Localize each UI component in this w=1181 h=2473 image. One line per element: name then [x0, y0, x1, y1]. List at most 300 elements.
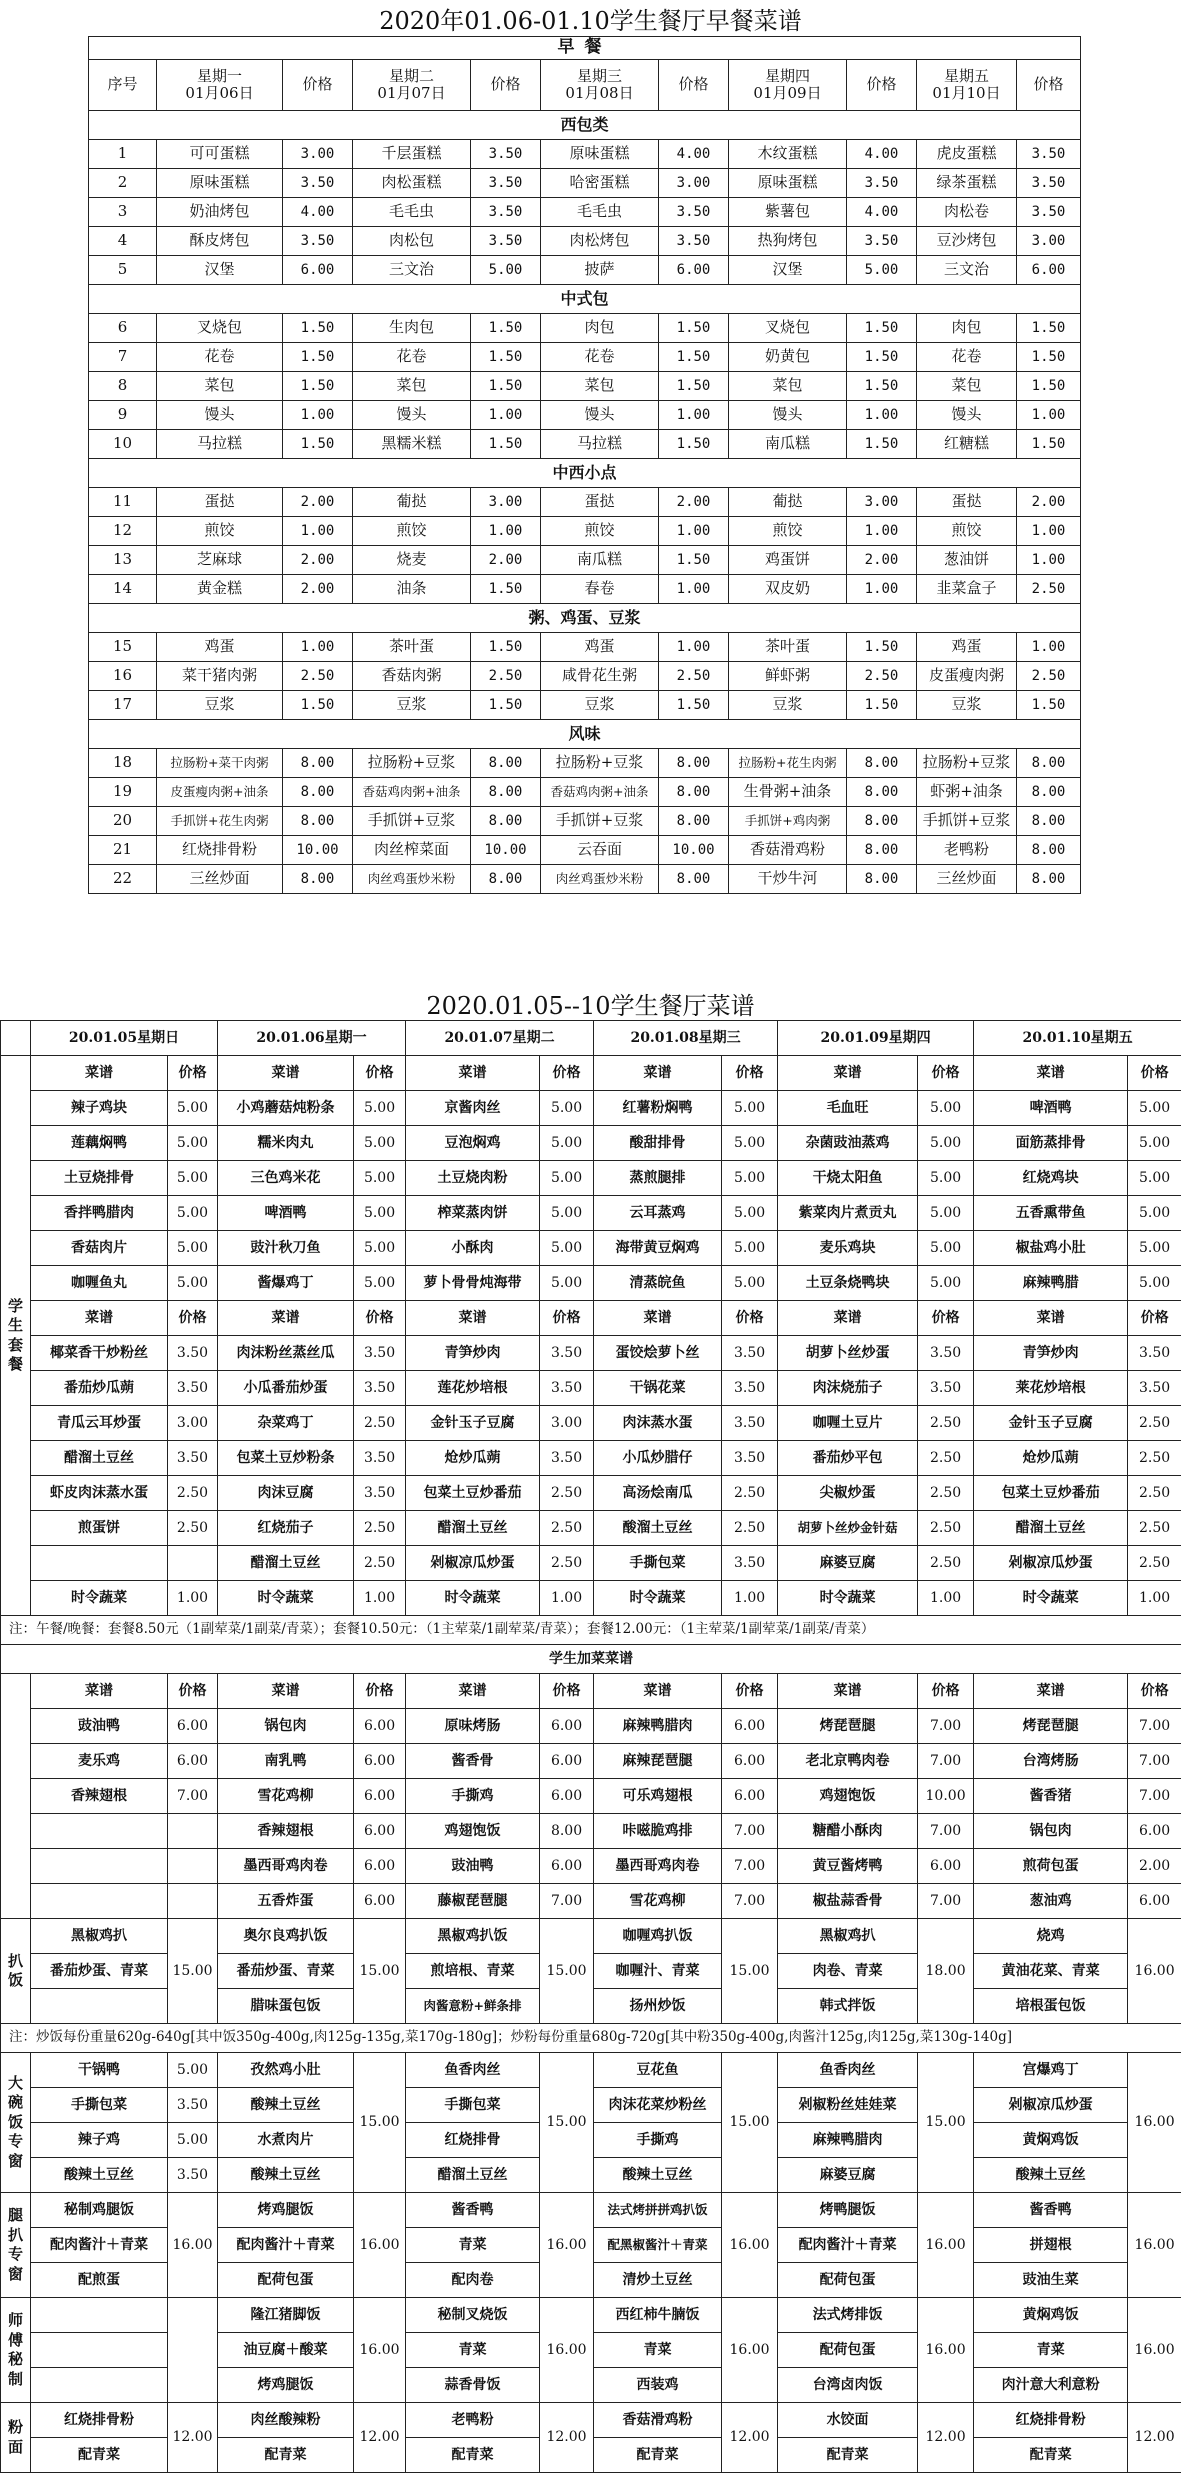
dish-price: 5.00	[168, 1196, 218, 1231]
dish-name: 时令蔬菜	[778, 1581, 918, 1616]
section-row	[89, 720, 1081, 749]
dish-price: 15.00	[168, 1919, 218, 2024]
dish-price: 6.00	[540, 1744, 594, 1779]
dish-name: 煎荷包蛋	[974, 1849, 1128, 1884]
dish-name: 干烧太阳鱼	[778, 1161, 918, 1196]
dish-price: 12.00	[918, 2403, 974, 2473]
dish-price: 8.00	[847, 778, 917, 807]
dish-name: 肉汁意大利意粉	[974, 2368, 1128, 2403]
side-dish-row	[1, 1441, 1181, 1476]
dish-name: 秘制叉烧饭	[406, 2298, 540, 2333]
dish-price: 8.00	[847, 807, 917, 836]
dish-name: 咔嗞脆鸡排	[594, 1814, 722, 1849]
dish-name: 清炒土豆丝	[594, 2263, 722, 2298]
dish-name: 煎饺	[917, 517, 1017, 546]
row-number: 11	[89, 488, 157, 517]
extra-dish-row	[1, 1814, 1181, 1849]
dish-name: 咸骨花生粥	[541, 662, 659, 691]
dish-price: 1.00	[659, 633, 729, 662]
menu-row	[89, 865, 1081, 894]
dish-name: 紫菜肉片煮贡丸	[778, 1196, 918, 1231]
dish-name: 配青菜	[778, 2438, 918, 2473]
dish-price: 5.00	[722, 1161, 778, 1196]
row-number: 12	[89, 517, 157, 546]
dish-name: 豆浆	[729, 691, 847, 720]
dish-name: 醋溜土豆丝	[406, 1511, 540, 1546]
dish-name: 虎皮蛋糕	[917, 140, 1017, 169]
dish-name: 韩式拌饭	[778, 1989, 918, 2024]
dish-name: 肉卷、青菜	[778, 1954, 918, 1989]
dish-price: 2.50	[1128, 1546, 1181, 1581]
dish-price: 5.00	[918, 1196, 974, 1231]
row-number: 9	[89, 401, 157, 430]
paifan-label: 扒饭	[1, 1919, 31, 2024]
dish-name: 肉松包	[353, 227, 471, 256]
dish-name: 烤鸭腿饭	[778, 2193, 918, 2228]
dish-name: 葡挞	[353, 488, 471, 517]
col-dish: 菜谱	[218, 1674, 354, 1709]
dish-name: 烧鸡	[974, 1919, 1128, 1954]
header-no: 序号	[89, 60, 157, 111]
dish-name: 葱油饼	[917, 546, 1017, 575]
dish-price: 8.00	[1017, 807, 1081, 836]
row-number: 1	[89, 140, 157, 169]
dish-name: 热狗烤包	[729, 227, 847, 256]
extra-dish-row	[1, 1884, 1181, 1919]
dish-name: 干锅鸭	[31, 2053, 168, 2088]
dish-price: 16.00	[354, 2193, 406, 2298]
col-dish: 菜谱	[778, 1056, 918, 1091]
dish-name: 三色鸡米花	[218, 1161, 354, 1196]
dish-price: 5.00	[168, 1161, 218, 1196]
menu-row	[89, 517, 1081, 546]
dish-name: 皮蛋瘦肉粥+油条	[157, 778, 283, 807]
dish-name: 蛋挞	[541, 488, 659, 517]
extra-dish-row	[1, 1709, 1181, 1744]
dish-name: 醋溜土豆丝	[31, 1441, 168, 1476]
dish-name: 油豆腐＋酸菜	[218, 2333, 354, 2368]
dish-name: 豆泡焖鸡	[406, 1126, 540, 1161]
dish-price: 5.00	[918, 1161, 974, 1196]
dish-name: 酱爆鸡丁	[218, 1266, 354, 1301]
dish-name: 千层蛋糕	[353, 140, 471, 169]
dish-price: 1.50	[847, 691, 917, 720]
dish-name: 土豆条烧鸭块	[778, 1266, 918, 1301]
dish-price: 6.00	[659, 256, 729, 285]
dish-price: 5.00	[722, 1266, 778, 1301]
dish-name: 包菜土豆炒粉条	[218, 1441, 354, 1476]
dish-price: 12.00	[540, 2403, 594, 2473]
dish-price: 1.50	[283, 430, 353, 459]
dish-name: 双皮奶	[729, 575, 847, 604]
side-dish-row	[1, 1406, 1181, 1441]
dish-name: 鱼香肉丝	[778, 2053, 918, 2088]
dish-name: 红烧排骨粉	[974, 2403, 1128, 2438]
dish-name: 番茄炒平包	[778, 1441, 918, 1476]
dish-name: 毛毛虫	[353, 198, 471, 227]
col-dish: 菜谱	[594, 1301, 722, 1336]
dish-price: 2.50	[847, 662, 917, 691]
dish-name: 时令蔬菜	[594, 1581, 722, 1616]
dish-name: 麻婆豆腐	[778, 2158, 918, 2193]
menu-row	[89, 140, 1081, 169]
dish-price: 2.50	[168, 1476, 218, 1511]
dish-price: 5.00	[168, 2123, 218, 2158]
menu-row	[89, 227, 1081, 256]
dish-price: 12.00	[168, 2403, 218, 2473]
dish-price: 8.00	[659, 778, 729, 807]
breakfast-menu-title: 2020年01.06-01.10学生餐厅早餐菜谱	[0, 6, 1181, 36]
day-header: 20.01.08星期三	[594, 1021, 778, 1056]
section-row	[89, 459, 1081, 488]
dish-price: 1.00	[659, 401, 729, 430]
leg-window-row	[1, 2193, 1181, 2228]
dish-name: 韭菜盒子	[917, 575, 1017, 604]
dish-price: 6.00	[722, 1709, 778, 1744]
side-dish-row	[1, 1336, 1181, 1371]
dish-name: 麻辣鸭腊肉	[778, 2123, 918, 2158]
dish-price: 8.00	[471, 807, 541, 836]
row-number: 17	[89, 691, 157, 720]
dish-name: 剁椒凉瓜炒蛋	[974, 2088, 1128, 2123]
dish-name: 拼翅根	[974, 2228, 1128, 2263]
dish-name: 肉沫烧茄子	[778, 1371, 918, 1406]
dish-name: 酱香骨	[406, 1744, 540, 1779]
dish-price: 1.50	[1017, 314, 1081, 343]
dish-price: 6.00	[354, 1849, 406, 1884]
dish-price: 3.50	[918, 1336, 974, 1371]
dish-price: 1.50	[659, 546, 729, 575]
col-price: 价格	[722, 1301, 778, 1336]
dish-name: 煎饺	[541, 517, 659, 546]
dish-price: 5.00	[354, 1231, 406, 1266]
dish-price: 8.00	[283, 807, 353, 836]
weekly-menu-title: 2020.01.05--10学生餐厅菜谱	[0, 992, 1181, 1020]
dish-name: 奶黄包	[729, 343, 847, 372]
dish-name: 油条	[353, 575, 471, 604]
menu-row	[89, 401, 1081, 430]
dish-price: 2.50	[722, 1511, 778, 1546]
row-number: 22	[89, 865, 157, 894]
col-dish: 菜谱	[778, 1674, 918, 1709]
dish-name: 鲜虾粥	[729, 662, 847, 691]
menu-row	[89, 198, 1081, 227]
dish-name: 肉松卷	[917, 198, 1017, 227]
header-date: 01月10日	[917, 85, 1016, 102]
dish-name	[31, 1814, 168, 1849]
header-price: 价格	[659, 60, 729, 111]
dish-name: 莲花炒培根	[406, 1371, 540, 1406]
dish-price: 8.00	[1017, 865, 1081, 894]
dish-name: 酱香鸭	[974, 2193, 1128, 2228]
dish-name: 醋溜土豆丝	[406, 2158, 540, 2193]
extra-dish-row	[1, 1779, 1181, 1814]
dish-price: 16.00	[1128, 2193, 1181, 2298]
col-price: 价格	[168, 1301, 218, 1336]
dish-price: 3.50	[722, 1406, 778, 1441]
dish-name: 鸡蛋	[917, 633, 1017, 662]
dish-price: 6.00	[354, 1814, 406, 1849]
dish-name: 花卷	[353, 343, 471, 372]
header-weekday: 星期三	[541, 68, 658, 85]
dish-name: 蒸煎腿排	[594, 1161, 722, 1196]
main-dish-row	[1, 1231, 1181, 1266]
col-price: 价格	[918, 1674, 974, 1709]
dish-price: 1.00	[847, 517, 917, 546]
dish-price: 2.50	[540, 1546, 594, 1581]
dish-price: 5.00	[540, 1196, 594, 1231]
dish-price: 6.00	[168, 1744, 218, 1779]
dish-price: 1.00	[540, 1581, 594, 1616]
dish-name: 花卷	[157, 343, 283, 372]
row-number: 10	[89, 430, 157, 459]
header-price: 价格	[283, 60, 353, 111]
col-price: 价格	[540, 1301, 594, 1336]
header-day	[541, 60, 659, 111]
dish-name: 烤琵琶腿	[974, 1709, 1128, 1744]
dish-price: 3.50	[659, 227, 729, 256]
dish-name: 小鸡蘑菇炖粉条	[218, 1091, 354, 1126]
menu-row	[89, 633, 1081, 662]
row-number: 19	[89, 778, 157, 807]
dish-price: 5.00	[168, 1231, 218, 1266]
dish-name: 肉包	[917, 314, 1017, 343]
dish-name: 菜包	[541, 372, 659, 401]
dish-price: 2.00	[471, 546, 541, 575]
dish-price: 1.50	[847, 430, 917, 459]
dish-name: 烤琵琶腿	[778, 1709, 918, 1744]
dish-name: 手撕鸡	[406, 1779, 540, 1814]
col-price: 价格	[918, 1056, 974, 1091]
col-dish: 菜谱	[218, 1301, 354, 1336]
header-date: 01月09日	[729, 85, 846, 102]
main-dish-row	[1, 1266, 1181, 1301]
dish-name: 云耳蒸鸡	[594, 1196, 722, 1231]
dish-name: 毛血旺	[778, 1091, 918, 1126]
dish-name: 时令蔬菜	[974, 1581, 1128, 1616]
dish-price: 5.00	[540, 1091, 594, 1126]
dish-name: 糖醋小酥肉	[778, 1814, 918, 1849]
dish-name: 手抓饼+花生肉粥	[157, 807, 283, 836]
header-date: 01月08日	[541, 85, 658, 102]
dish-price: 6.00	[1017, 256, 1081, 285]
fried-rice-note: 注：炒饭每份重量620g-640g[其中饭350g-400g,肉125g-135g,菜170g-180g]；炒粉每份重量680g-720g[其中粉350g-400g,肉酱汁125g,肉125g,菜130g-140g]	[1, 2024, 1181, 2053]
dish-price: 16.00	[722, 2298, 778, 2403]
dish-price: 3.50	[1128, 1371, 1181, 1406]
dish-name: 麻辣琵琶腿	[594, 1744, 722, 1779]
dish-name: 青菜	[406, 2228, 540, 2263]
dish-name: 肉松烤包	[541, 227, 659, 256]
dish-name: 木纹蛋糕	[729, 140, 847, 169]
dish-name: 鸡蛋	[157, 633, 283, 662]
dish-name: 菜包	[917, 372, 1017, 401]
dish-name: 番茄炒蛋、青菜	[31, 1954, 168, 1989]
dish-price: 8.00	[847, 865, 917, 894]
dish-name: 豆沙烤包	[917, 227, 1017, 256]
dish-price: 3.50	[540, 1371, 594, 1406]
dish-name: 酸辣土豆丝	[594, 2158, 722, 2193]
dish-name: 煎蛋饼	[31, 1511, 168, 1546]
header-day	[729, 60, 847, 111]
dish-name: 金针玉子豆腐	[974, 1406, 1128, 1441]
dish-name: 手抓饼+豆浆	[917, 807, 1017, 836]
dish-price	[168, 1546, 218, 1581]
dish-price: 1.50	[283, 314, 353, 343]
col-dish: 菜谱	[406, 1674, 540, 1709]
dish-price: 1.50	[847, 372, 917, 401]
row-number: 8	[89, 372, 157, 401]
dish-name: 红烧茄子	[218, 1511, 354, 1546]
section-row	[89, 285, 1081, 314]
dish-price: 1.50	[471, 691, 541, 720]
menu-row	[89, 546, 1081, 575]
dish-name: 辣子鸡块	[31, 1091, 168, 1126]
col-price: 价格	[540, 1674, 594, 1709]
dish-name: 酸甜排骨	[594, 1126, 722, 1161]
dish-name: 拉肠粉+菜干肉粥	[157, 749, 283, 778]
dish-name: 椒盐蒜香骨	[778, 1884, 918, 1919]
dish-price: 2.50	[1128, 1476, 1181, 1511]
dish-name: 配青菜	[31, 2438, 168, 2473]
row-number: 3	[89, 198, 157, 227]
dish-name: 配煎蛋	[31, 2263, 168, 2298]
side-dish-row	[1, 1476, 1181, 1511]
leg-window-label: 腿扒专窗	[1, 2193, 31, 2298]
dish-price: 2.00	[1017, 488, 1081, 517]
section-title: 中西小点	[89, 459, 1081, 488]
dish-name: 番茄炒瓜蒴	[31, 1371, 168, 1406]
dish-price: 8.00	[283, 778, 353, 807]
menu-row	[89, 749, 1081, 778]
dish-name: 手撕包菜	[31, 2088, 168, 2123]
dish-name: 三丝炒面	[157, 865, 283, 894]
dish-name: 配青菜	[218, 2438, 354, 2473]
dish-name: 豆浆	[157, 691, 283, 720]
dish-name	[31, 2333, 168, 2368]
dish-name	[31, 1546, 168, 1581]
menu-row	[89, 488, 1081, 517]
dish-name: 配青菜	[974, 2438, 1128, 2473]
dish-name: 皮蛋瘦肉粥	[917, 662, 1017, 691]
dish-name: 黄焖鸡饭	[974, 2298, 1128, 2333]
dish-name: 宫爆鸡丁	[974, 2053, 1128, 2088]
dish-name: 肉酱意粉+鲜条排	[406, 1989, 540, 2024]
dish-name: 豆浆	[917, 691, 1017, 720]
set-meal-note: 注：午餐/晚餐：套餐8.50元（1副荤菜/1副菜/青菜）；套餐10.50元：（1主荤菜/1副荤菜/青菜）；套餐12.00元：（1主荤菜/1副荤菜/1副菜/青菜）	[1, 1616, 1181, 1645]
dish-name: 茶叶蛋	[729, 633, 847, 662]
dish-price: 1.00	[168, 1581, 218, 1616]
dish-name: 啤酒鸭	[218, 1196, 354, 1231]
extra-menu-title: 学生加菜菜谱	[1, 1645, 1181, 1674]
section-row	[89, 111, 1081, 140]
dish-price: 6.00	[1128, 1884, 1181, 1919]
breakfast-menu-sheet	[0, 0, 1181, 960]
dish-price: 1.00	[1017, 517, 1081, 546]
dish-price: 2.50	[354, 1406, 406, 1441]
header-price: 价格	[471, 60, 541, 111]
dish-price: 7.00	[918, 1744, 974, 1779]
dish-name: 炝炒瓜蒴	[406, 1441, 540, 1476]
dish-name: 手抓饼+豆浆	[353, 807, 471, 836]
dish-price: 16.00	[918, 2298, 974, 2403]
dish-price: 8.00	[1017, 749, 1081, 778]
dish-price: 2.50	[918, 1441, 974, 1476]
dish-name: 蛋挞	[917, 488, 1017, 517]
dish-name: 烤鸡腿饭	[218, 2368, 354, 2403]
dish-name: 绿茶蛋糕	[917, 169, 1017, 198]
extra-dish-row	[1, 1744, 1181, 1779]
dish-name: 花卷	[917, 343, 1017, 372]
dish-price: 16.00	[354, 2298, 406, 2403]
dish-name: 黑椒鸡扒	[778, 1919, 918, 1954]
dish-name: 馒头	[353, 401, 471, 430]
dish-price: 4.00	[847, 140, 917, 169]
dish-name: 青菜	[406, 2333, 540, 2368]
dish-price: 2.50	[1128, 1441, 1181, 1476]
column-header-row	[1, 1056, 1181, 1091]
set-meal-label: 学生套餐	[1, 1056, 31, 1616]
dish-name: 小瓜炒腊仔	[594, 1441, 722, 1476]
dish-name: 麻婆豆腐	[778, 1546, 918, 1581]
dish-price: 5.00	[354, 1196, 406, 1231]
dish-name: 煎培根、青菜	[406, 1954, 540, 1989]
dish-price: 8.00	[471, 749, 541, 778]
section-title: 粥、鸡蛋、豆浆	[89, 604, 1081, 633]
dish-price: 1.50	[659, 343, 729, 372]
dish-price: 2.50	[540, 1476, 594, 1511]
dish-name: 炝炒瓜蒴	[974, 1441, 1128, 1476]
dish-price: 3.50	[847, 169, 917, 198]
dish-name: 叉烧包	[157, 314, 283, 343]
header-day	[353, 60, 471, 111]
dish-name: 南瓜糕	[541, 546, 659, 575]
dish-price: 8.00	[1017, 836, 1081, 865]
dish-price: 5.00	[722, 1126, 778, 1161]
dish-name: 醋溜土豆丝	[974, 1511, 1128, 1546]
dish-name: 香菇肉片	[31, 1231, 168, 1266]
dish-name: 黑椒鸡扒	[31, 1919, 168, 1954]
dish-price: 5.00	[1128, 1091, 1181, 1126]
dish-price: 3.00	[847, 488, 917, 517]
dish-name: 配肉酱汁＋青菜	[218, 2228, 354, 2263]
dish-name: 配肉卷	[406, 2263, 540, 2298]
column-header-row	[1, 1301, 1181, 1336]
dish-price: 16.00	[1128, 2053, 1181, 2193]
dish-name: 香拌鸭腊肉	[31, 1196, 168, 1231]
dish-name: 拉肠粉+花生肉粥	[729, 749, 847, 778]
dish-price: 1.50	[471, 633, 541, 662]
dish-price: 1.50	[283, 372, 353, 401]
dish-name: 豆浆	[353, 691, 471, 720]
dish-name: 豉汁秋刀鱼	[218, 1231, 354, 1266]
dish-name: 剁椒凉瓜炒蛋	[406, 1546, 540, 1581]
dish-price: 3.00	[1017, 227, 1081, 256]
dish-name: 手撕包菜	[594, 1546, 722, 1581]
dish-name: 台湾烤肠	[974, 1744, 1128, 1779]
dish-price: 3.50	[918, 1371, 974, 1406]
dish-price: 3.50	[471, 198, 541, 227]
dish-price: 3.50	[540, 1441, 594, 1476]
col-price: 价格	[168, 1056, 218, 1091]
dish-price: 10.00	[659, 836, 729, 865]
dish-name: 酱香猪	[974, 1779, 1128, 1814]
dish-price: 15.00	[540, 2053, 594, 2193]
dish-price: 8.00	[471, 865, 541, 894]
dish-name: 原味烤肠	[406, 1709, 540, 1744]
col-price: 价格	[354, 1056, 406, 1091]
dish-name: 墨西哥鸡肉卷	[594, 1849, 722, 1884]
dish-name: 生骨粥+油条	[729, 778, 847, 807]
